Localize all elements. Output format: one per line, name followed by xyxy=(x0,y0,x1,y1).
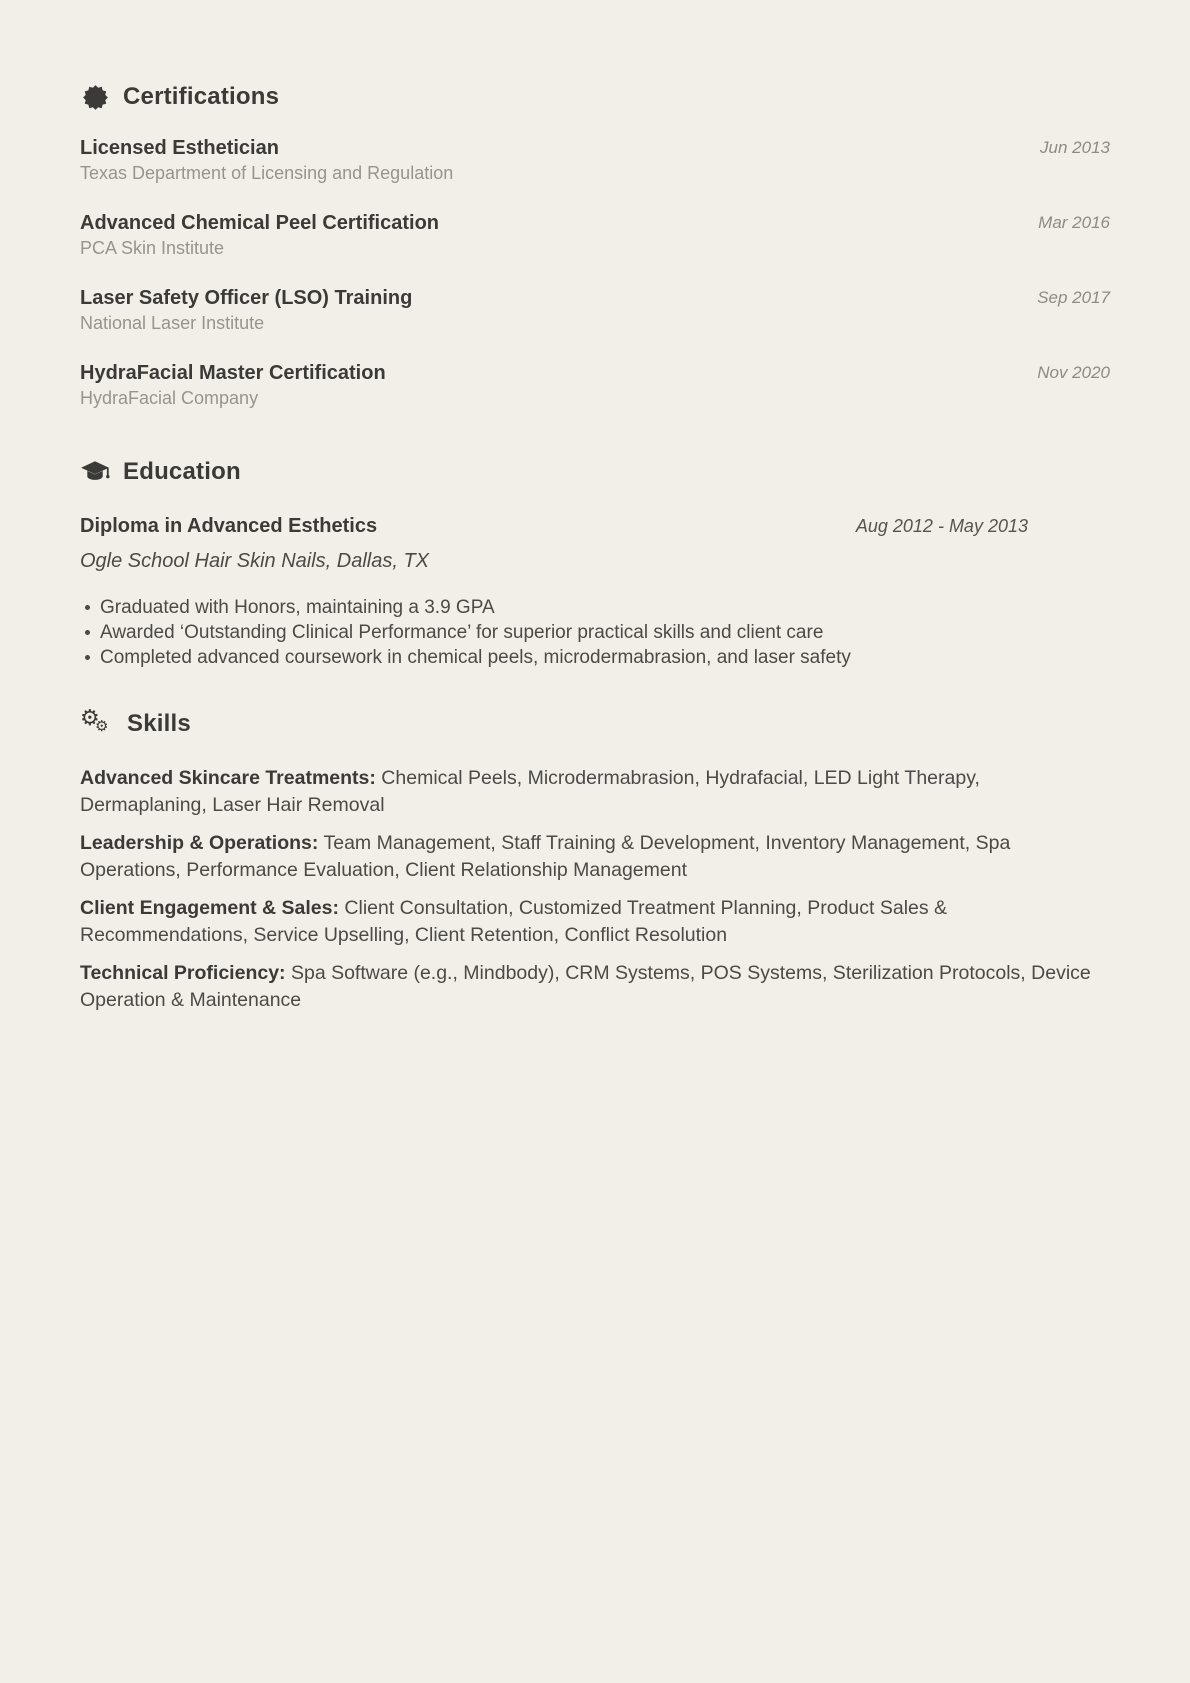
skill-group xyxy=(80,830,1110,883)
education-bullet: Awarded ‘Outstanding Clinical Performance’ for superior practical skills and client care xyxy=(100,620,1110,645)
skill-group-items: Spa Software (e.g., Mindbody), CRM Systems, POS Systems, Sterilization Protocols, Device Operation & Maintenance xyxy=(80,962,1091,1011)
certification-issuer: HydraFacial Company xyxy=(80,388,259,408)
degree-name: Diploma in Advanced Esthetics xyxy=(80,515,378,537)
skills-header xyxy=(80,706,1110,739)
certification-date: Mar 2016 xyxy=(1038,213,1110,232)
certification-date: Jun 2013 xyxy=(1040,138,1110,157)
skill-group-label: Client Engagement & Sales: xyxy=(80,897,339,919)
education-header xyxy=(80,457,1110,487)
certifications-title: Certifications xyxy=(123,83,280,110)
certification-issuer: National Laser Institute xyxy=(80,313,265,333)
gears-icon: ⚙ ⚙ xyxy=(80,706,109,735)
skill-group xyxy=(80,895,1110,948)
skill-group-label: Technical Proficiency: xyxy=(80,962,286,984)
skill-group-items: Client Consultation, Customized Treatment Planning, Product Sales & Recommendations, Service Upselling, Client Retention, Conflict Resolution xyxy=(80,897,948,946)
graduation-cap-icon xyxy=(80,457,110,487)
skill-group-items: Chemical Peels, Microdermabrasion, Hydrafacial, LED Light Therapy, Dermaplaning, Laser Hair Removal xyxy=(80,767,980,816)
certification-date: Nov 2020 xyxy=(1037,363,1110,382)
seal-icon xyxy=(80,82,110,112)
certification-entry xyxy=(80,210,1110,260)
certification-issuer: Texas Department of Licensing and Regulation xyxy=(80,163,454,183)
certifications-section xyxy=(80,0,1110,410)
education-section xyxy=(80,457,1110,670)
certification-name: Licensed Esthetician xyxy=(80,137,279,159)
certification-entry xyxy=(80,360,1110,410)
skill-group xyxy=(80,960,1110,1013)
education-title: Education xyxy=(123,458,241,485)
certification-date: Sep 2017 xyxy=(1037,288,1110,307)
certification-name: Advanced Chemical Peel Certification xyxy=(80,212,440,234)
certification-entry xyxy=(80,135,1110,185)
certification-name: HydraFacial Master Certification xyxy=(80,362,386,384)
skill-group-items: Team Management, Staff Training & Development, Inventory Management, Spa Operations, Performance Evaluation, Client Relationship Management xyxy=(80,832,1011,881)
skills-section xyxy=(80,706,1110,1013)
skill-group-label: Leadership & Operations: xyxy=(80,832,319,854)
school-name: Ogle School Hair Skin Nails, Dallas, TX xyxy=(80,550,430,572)
education-date-range: Aug 2012 - May 2013 xyxy=(855,516,1028,536)
skill-group xyxy=(80,765,1110,818)
certification-name: Laser Safety Officer (LSO) Training xyxy=(80,287,413,309)
education-bullet: Graduated with Honors, maintaining a 3.9 GPA xyxy=(100,595,1110,620)
education-bullet: Completed advanced coursework in chemical peels, microdermabrasion, and laser safety xyxy=(100,645,1110,670)
education-entry-header xyxy=(80,513,1110,539)
certification-entry xyxy=(80,285,1110,335)
skills-title: Skills xyxy=(127,710,191,737)
certification-issuer: PCA Skin Institute xyxy=(80,238,225,258)
skill-group-label: Advanced Skincare Treatments: xyxy=(80,767,376,789)
education-bullet-list xyxy=(80,595,1110,670)
certifications-header xyxy=(80,82,1110,112)
